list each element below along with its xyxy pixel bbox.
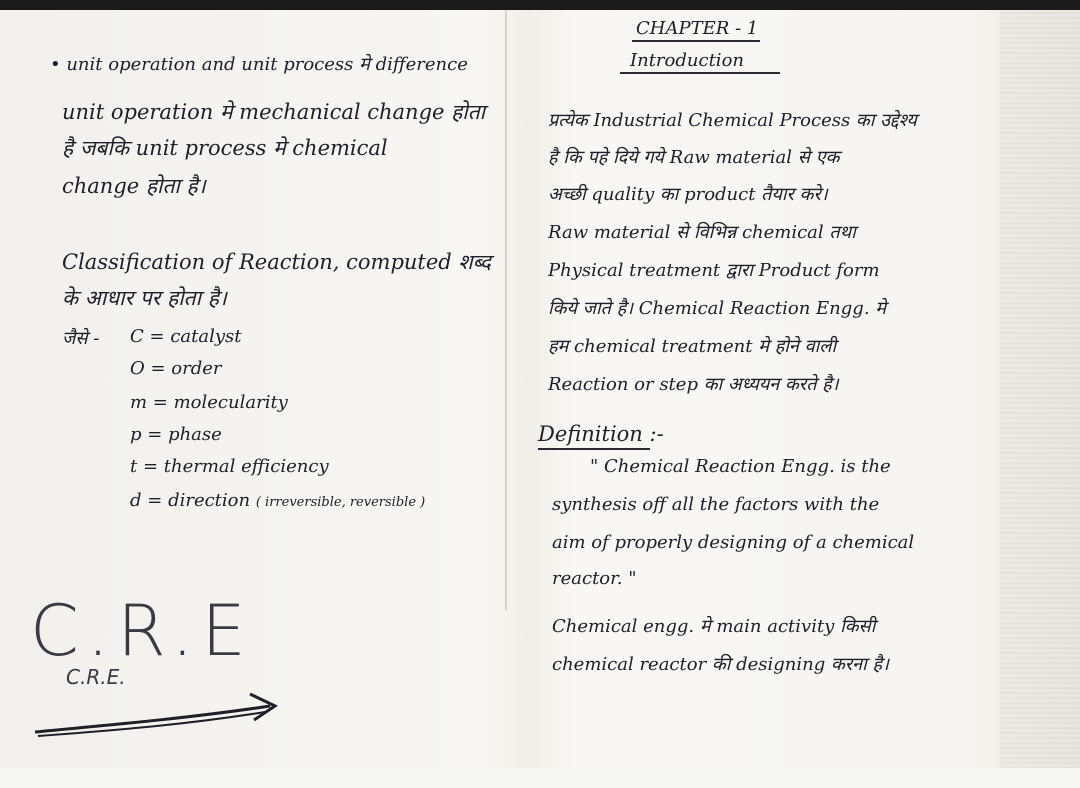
page-edge — [1000, 10, 1080, 788]
list-item: m = molecularity — [130, 392, 288, 413]
list-item: C = catalyst — [130, 326, 242, 347]
intro-line: किये जाते है। Chemical Reaction Engg. मे — [548, 298, 887, 319]
intro-line: Raw material से विभिन्न chemical तथा — [548, 222, 856, 243]
intro-line: है कि पहे दिये गये Raw material से एक — [548, 147, 840, 168]
classification-line: के आधार पर होता है। — [62, 286, 227, 310]
chapter-underline — [632, 40, 760, 42]
intro-line: Reaction or step का अध्ययन करते है। — [548, 374, 839, 395]
closing-line: Chemical engg. मे main activity किसी — [552, 616, 876, 637]
intro-line: प्रत्येक Industrial Chemical Process का उद्देश्य — [548, 110, 917, 131]
definition-line: reactor. " — [552, 568, 637, 589]
scan-top-edge — [0, 0, 1080, 10]
para1-line: unit operation मे mechanical change होता — [62, 100, 486, 124]
scan-bottom-edge — [0, 768, 1080, 788]
classification-line: Classification of Reaction, computed शब्द — [62, 250, 491, 274]
arrow-icon — [30, 680, 290, 740]
list-item: O = order — [130, 358, 222, 379]
list-item: d = direction ( irreversible, reversible ) — [130, 490, 426, 511]
definition-heading: Definition :- — [538, 422, 664, 446]
chapter-label: CHAPTER - 1 — [636, 18, 759, 39]
list-item: t = thermal efficiency — [130, 456, 329, 477]
intro-line: अच्छी quality का product तैयार करे। — [548, 184, 828, 205]
para1-line: है जबकि unit process मे chemical — [62, 136, 388, 160]
definition-underline — [538, 448, 650, 450]
definition-line: " Chemical Reaction Engg. is the — [590, 456, 891, 477]
page-fold — [505, 10, 507, 610]
cre-handwritten-large: C.R.E — [30, 590, 254, 672]
definition-line: aim of properly designing of a chemical — [552, 532, 915, 553]
bullet-heading: • unit operation and unit process मे difference — [50, 54, 468, 75]
intro-line: हम chemical treatment मे होने वाली — [548, 336, 837, 357]
chapter-title: Introduction — [630, 50, 744, 71]
para1-line: change होता है। — [62, 174, 206, 198]
closing-line: chemical reactor की designing करना है। — [552, 654, 889, 675]
list-intro: जैसे - — [62, 328, 100, 349]
cre-handwritten-small: C.R.E. — [66, 665, 126, 689]
definition-line: synthesis off all the factors with the — [552, 494, 880, 515]
list-item: p = phase — [130, 424, 222, 445]
title-underline — [620, 72, 780, 74]
intro-line: Physical treatment द्वारा Product form — [548, 260, 880, 281]
